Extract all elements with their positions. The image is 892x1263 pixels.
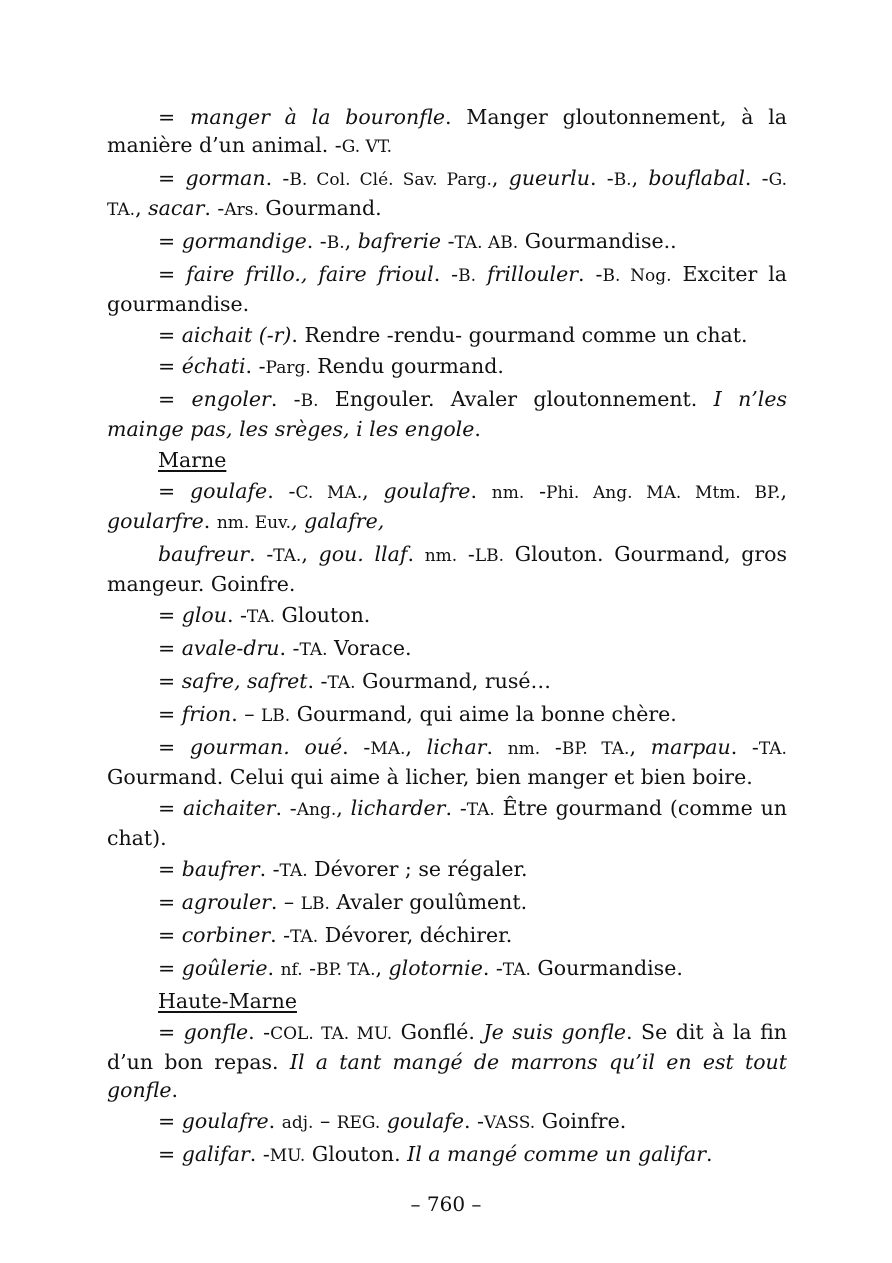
- source-abbreviation: B. Nog.: [602, 266, 672, 286]
- italic-term: sacar: [148, 196, 205, 220]
- italic-term: gou. llaf: [318, 542, 408, 566]
- entry-text: .: [706, 1142, 713, 1166]
- entry-text: .: [267, 956, 281, 980]
- italic-term: gormandige: [181, 229, 307, 253]
- entry-text: [476, 262, 487, 286]
- entry-text: =: [158, 735, 190, 759]
- entry-text: Gourmand, qui aime la bonne chère.: [290, 702, 677, 726]
- italic-term: manger à la bouronfle: [189, 105, 446, 129]
- dictionary-entry: [107, 601, 787, 631]
- entry-text: -: [524, 479, 547, 503]
- entry-text: Engouler. Avaler gloutonnement.: [318, 387, 714, 411]
- entry-text: Gourmand.: [258, 196, 382, 220]
- source-abbreviation: B.: [458, 266, 476, 286]
- source-abbreviation: Ang.: [296, 800, 337, 820]
- entry-text: . -: [249, 542, 274, 566]
- source-abbreviation: nm.: [424, 546, 458, 566]
- source-abbreviation: TA.: [327, 673, 356, 693]
- dictionary-entry: [107, 1140, 787, 1170]
- entry-text: ,: [344, 229, 358, 253]
- entry-text: .: [474, 417, 481, 441]
- italic-term: corbiner: [181, 923, 271, 947]
- entry-text: ,: [135, 196, 149, 220]
- entry-text: Dévorer ; se régaler.: [307, 857, 528, 881]
- entry-text: .: [203, 509, 217, 533]
- italic-term: avale-dru: [181, 636, 280, 660]
- dictionary-entry: [107, 540, 787, 598]
- italic-term: licharder: [350, 796, 446, 820]
- italic-term: goulafre: [181, 1109, 269, 1133]
- entry-text: Gourmand, rusé…: [355, 669, 551, 693]
- entry-text: . Manger gloutonnement, à la manière d’un animal. -: [107, 105, 787, 157]
- entry-text: . -: [433, 262, 459, 286]
- entry-text: Avaler goulûment.: [329, 890, 528, 914]
- source-abbreviation: BP. TA.: [561, 739, 630, 759]
- source-abbreviation: B.: [613, 170, 632, 190]
- italic-term: glotornie: [388, 956, 483, 980]
- entry-text: =: [158, 956, 182, 980]
- italic-term: gourman. oué: [189, 735, 343, 759]
- entry-text: =: [158, 1142, 182, 1166]
- source-abbreviation: G. TA.: [107, 170, 787, 220]
- source-abbreviation: B.: [326, 233, 345, 253]
- entry-text: Goinfre.: [535, 1109, 627, 1133]
- entry-text: .: [171, 1078, 179, 1102]
- dictionary-entry: [107, 1107, 787, 1137]
- source-abbreviation: nf.: [280, 960, 303, 980]
- entry-text: Glouton.: [305, 1142, 408, 1166]
- source-abbreviation: B. Col. Clé. Sav. Parg.: [289, 170, 492, 190]
- entry-text: .: [470, 479, 492, 503]
- source-abbreviation: TA. AB.: [454, 233, 519, 253]
- entry-text: Gourmandise..: [518, 229, 677, 253]
- source-abbreviation: LB.: [261, 706, 291, 726]
- italic-term: aichait (-r): [181, 323, 292, 347]
- dictionary-entry: [107, 888, 787, 918]
- italic-term: gueurlu: [508, 166, 590, 190]
- entry-text: . -: [226, 603, 247, 627]
- entry-text: =: [158, 262, 187, 286]
- entry-text: .: [407, 542, 425, 566]
- entry-text: =: [158, 636, 182, 660]
- source-abbreviation: MA.: [370, 739, 406, 759]
- italic-term: bafrerie: [357, 229, 442, 253]
- entry-text: . -: [279, 636, 300, 660]
- dictionary-entry: [107, 227, 787, 257]
- source-abbreviation: LB.: [474, 546, 505, 566]
- dictionary-entry: [107, 921, 787, 951]
- italic-term: baufrer: [181, 857, 260, 881]
- source-abbreviation: adj.: [281, 1113, 314, 1133]
- entry-text: . -: [248, 1020, 271, 1044]
- italic-term: lichar: [426, 735, 487, 759]
- italic-term: goulafre: [383, 479, 471, 503]
- italic-term: aichaiter: [183, 796, 276, 820]
- entry-text: Vorace.: [327, 636, 412, 660]
- source-abbreviation: TA.: [466, 800, 495, 820]
- dictionary-entry: [107, 103, 787, 161]
- italic-term: , galafre,: [291, 509, 385, 533]
- italic-term: agrouler: [181, 890, 271, 914]
- source-abbreviation: TA.: [279, 861, 308, 881]
- italic-term: Il a tant mangé de marrons qu’il en est tout gonfle: [107, 1050, 788, 1102]
- document-body: [107, 103, 787, 1173]
- entry-text: Glouton.: [275, 603, 371, 627]
- source-abbreviation: MU.: [269, 1146, 306, 1166]
- entry-text: . Rendre -rendu- gourmand comme un chat.: [291, 323, 748, 347]
- entry-text: Glouton. Gourmand, gros mangeur. Goinfre.: [107, 542, 787, 596]
- entry-text: -: [302, 956, 317, 980]
- dictionary-entry: [107, 352, 787, 382]
- italic-term: faire frillo., faire frioul: [186, 262, 434, 286]
- entry-text: –: [313, 1109, 337, 1133]
- entry-text: . -: [249, 1142, 270, 1166]
- entry-text: Rendu gourmand.: [310, 354, 504, 378]
- italic-term: bouflabal: [648, 166, 745, 190]
- source-abbreviation: Parg.: [265, 358, 311, 378]
- entry-text: =: [158, 1109, 182, 1133]
- italic-term: goûlerie: [181, 956, 268, 980]
- entry-text: . -: [204, 196, 225, 220]
- source-abbreviation: TA.: [273, 546, 302, 566]
- entry-text: =: [158, 387, 192, 411]
- italic-term: goularfre: [107, 509, 204, 533]
- dictionary-entry: [107, 164, 787, 224]
- entry-text: ,: [336, 796, 351, 820]
- italic-term: échati: [181, 354, 246, 378]
- region-heading: [107, 987, 787, 1015]
- entry-text: . -: [730, 735, 759, 759]
- source-abbreviation: nm. Euv.: [216, 513, 292, 533]
- entry-text: Être gourmand (comme un chat).: [107, 796, 787, 850]
- italic-term: goulafe: [190, 479, 268, 503]
- italic-term: gorman: [185, 166, 266, 190]
- italic-term: baufreur: [158, 542, 250, 566]
- entry-text: Gourmand. Celui qui aime à licher, bien manger et bien boire.: [107, 765, 753, 789]
- entry-text: . -: [267, 479, 296, 503]
- source-abbreviation: Ars.: [224, 200, 259, 220]
- region-heading-text: Haute-Marne: [158, 989, 297, 1013]
- source-abbreviation: Phi. Ang. MA. Mtm. BP.: [546, 483, 781, 503]
- italic-term: goulafe: [386, 1109, 465, 1133]
- entry-text: . -: [342, 735, 371, 759]
- source-abbreviation: nm.: [507, 739, 541, 759]
- italic-term: glou: [181, 603, 227, 627]
- entry-text: ,: [405, 735, 427, 759]
- entry-text: =: [158, 603, 182, 627]
- entry-text: . -: [270, 923, 291, 947]
- entry-text: . -: [578, 262, 603, 286]
- entry-text: . -: [307, 669, 328, 693]
- entry-text: . -: [744, 166, 769, 190]
- source-abbreviation: B.: [300, 391, 319, 411]
- entry-text: =: [158, 166, 186, 190]
- entry-text: . -: [245, 354, 266, 378]
- entry-text: . -: [275, 796, 297, 820]
- entry-text: ,: [375, 956, 389, 980]
- source-abbreviation: TA.: [246, 607, 275, 627]
- entry-text: =: [158, 890, 182, 914]
- entry-text: ,: [780, 479, 787, 503]
- entry-text: . –: [270, 890, 301, 914]
- dictionary-entry: [107, 634, 787, 664]
- italic-term: marpau: [650, 735, 731, 759]
- dictionary-entry: [107, 321, 787, 349]
- dictionary-entry: [107, 954, 787, 984]
- entry-text: ,: [631, 166, 649, 190]
- entry-text: =: [158, 857, 182, 881]
- entry-text: .: [486, 735, 508, 759]
- entry-text: ,: [301, 542, 319, 566]
- entry-text: . -: [445, 796, 467, 820]
- source-abbreviation: nm.: [491, 483, 525, 503]
- dictionary-entry: [107, 1018, 787, 1104]
- dictionary-entry: [107, 667, 787, 697]
- dictionary-entry: [107, 855, 787, 885]
- entry-text: Gonflé.: [392, 1020, 484, 1044]
- dictionary-entry: [107, 385, 787, 443]
- dictionary-entry: [107, 794, 787, 852]
- entry-text: =: [158, 479, 191, 503]
- source-abbreviation: VASS.: [483, 1113, 536, 1133]
- source-abbreviation: TA.: [290, 927, 319, 947]
- dictionary-entry: [107, 477, 787, 537]
- italic-term: frillouler: [486, 262, 579, 286]
- entry-text: =: [158, 105, 190, 129]
- entry-text: =: [158, 702, 182, 726]
- source-abbreviation: BP. TA.: [316, 960, 376, 980]
- entry-text: =: [158, 354, 182, 378]
- entry-text: Exciter la gourmandise.: [107, 262, 788, 316]
- entry-text: =: [158, 669, 182, 693]
- dictionary-entry: [107, 260, 787, 318]
- source-abbreviation: C. MA.: [295, 483, 363, 503]
- italic-term: Il a mangé comme un galifar: [407, 1142, 707, 1166]
- italic-term: Je suis gonfle: [483, 1020, 627, 1044]
- source-abbreviation: TA.: [502, 960, 531, 980]
- source-abbreviation: G. VT.: [341, 137, 393, 157]
- entry-text: . -: [270, 387, 301, 411]
- entry-text: . Se dit à la fin d’un bon repas.: [107, 1020, 787, 1074]
- entry-text: =: [158, 1020, 184, 1044]
- entry-text: ,: [491, 166, 509, 190]
- italic-term: galifar: [181, 1142, 250, 1166]
- dictionary-entry: [107, 700, 787, 730]
- entry-text: -: [540, 735, 562, 759]
- entry-text: -: [441, 229, 455, 253]
- region-heading: [107, 446, 787, 474]
- italic-term: gonfle: [183, 1020, 249, 1044]
- entry-text: -: [457, 542, 475, 566]
- entry-text: Dévorer, déchirer.: [318, 923, 513, 947]
- entry-text: . -: [464, 1109, 484, 1133]
- entry-text: Gourmandise.: [530, 956, 683, 980]
- entry-text: . -: [265, 166, 290, 190]
- entry-text: =: [158, 323, 182, 347]
- entry-text: . -: [482, 956, 503, 980]
- dictionary-entry: [107, 733, 787, 791]
- entry-text: . –: [231, 702, 262, 726]
- italic-term: frion: [181, 702, 232, 726]
- italic-term: engoler: [191, 387, 271, 411]
- page-number: – 760 –: [410, 1192, 482, 1216]
- italic-term: safre, safret: [181, 669, 308, 693]
- entry-text: =: [158, 229, 182, 253]
- entry-text: .: [268, 1109, 282, 1133]
- entry-text: =: [158, 796, 184, 820]
- source-abbreviation: REG.: [336, 1113, 381, 1133]
- entry-text: ,: [629, 735, 651, 759]
- source-abbreviation: COL. TA. MU.: [270, 1024, 393, 1044]
- italic-term: I n’les mainge pas, les srèges, i les engole: [107, 387, 787, 441]
- entry-text: ,: [362, 479, 384, 503]
- entry-text: . -: [589, 166, 614, 190]
- entry-text: . -: [306, 229, 327, 253]
- entry-text: =: [158, 923, 182, 947]
- source-abbreviation: LB.: [300, 894, 330, 914]
- source-abbreviation: TA.: [758, 739, 787, 759]
- region-heading-text: Marne: [158, 448, 227, 472]
- entry-text: . -: [259, 857, 280, 881]
- source-abbreviation: TA.: [299, 640, 328, 660]
